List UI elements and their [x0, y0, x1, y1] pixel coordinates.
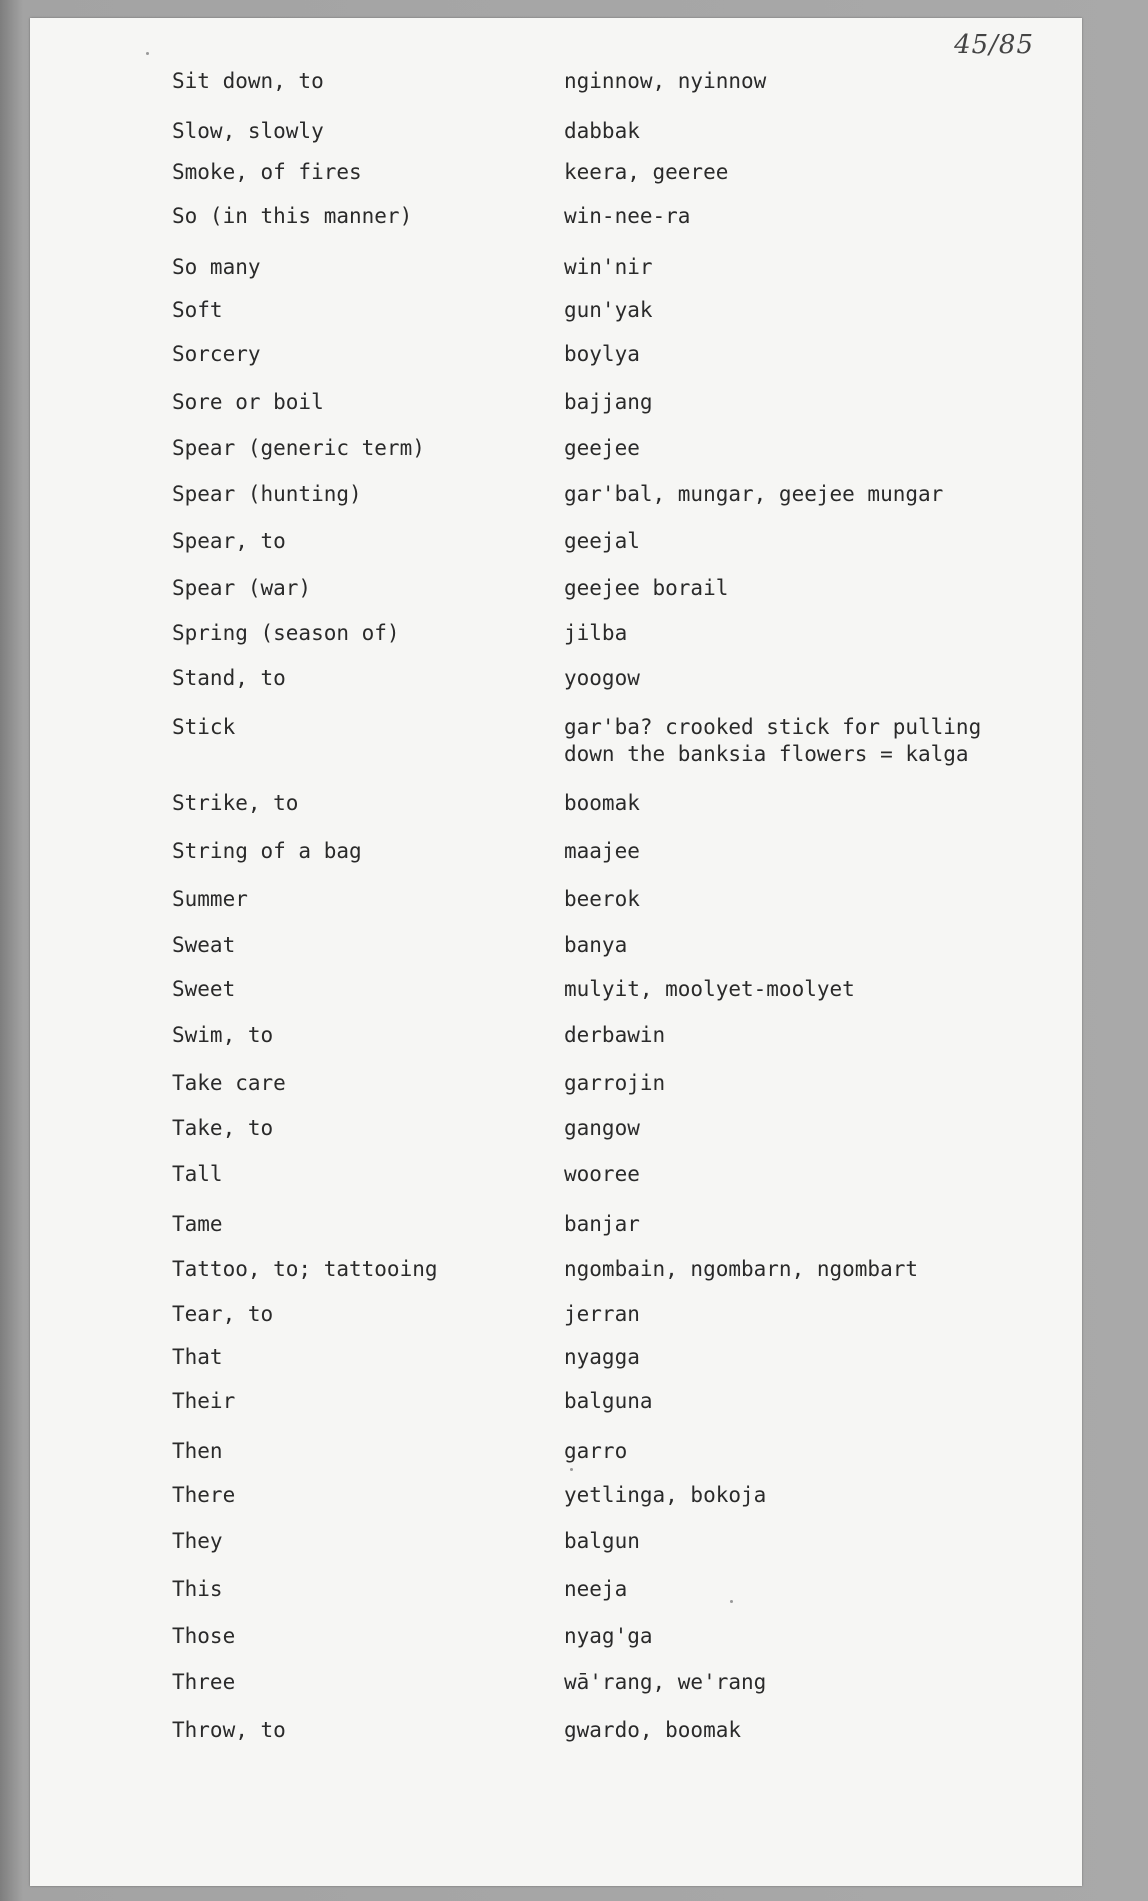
- english-term: Sore or boil: [172, 390, 324, 414]
- english-term: Spear, to: [172, 529, 286, 553]
- native-gloss: balguna: [564, 1389, 653, 1413]
- vocabulary-entry: [172, 1623, 1052, 1650]
- vocabulary-entry: [172, 932, 1052, 959]
- native-gloss: nyag'ga: [564, 1624, 653, 1648]
- vocabulary-entry: [172, 389, 1052, 416]
- english-term: They: [172, 1529, 223, 1553]
- vocabulary-entry: [172, 528, 1052, 555]
- vocabulary-entry: [172, 481, 1052, 508]
- native-gloss: jilba: [564, 621, 628, 645]
- native-gloss: yetlinga, bokoja: [564, 1483, 767, 1507]
- english-term: Sit down, to: [172, 69, 324, 93]
- english-term: So many: [172, 255, 261, 279]
- english-term: Spring (season of): [172, 621, 400, 645]
- native-gloss: gangow: [564, 1116, 640, 1140]
- english-term: Their: [172, 1389, 236, 1413]
- english-term: Tear, to: [172, 1302, 274, 1326]
- typewritten-sheet: [30, 18, 1082, 1886]
- english-term: This: [172, 1577, 223, 1601]
- native-gloss: derbawin: [564, 1023, 666, 1047]
- vocabulary-entry: [172, 1070, 1052, 1097]
- native-gloss: maajee: [564, 839, 640, 863]
- vocabulary-entry: [172, 254, 1052, 281]
- native-gloss: balgun: [564, 1529, 640, 1553]
- native-gloss: geejee: [564, 436, 640, 460]
- page-number: 45/85: [954, 30, 1034, 60]
- native-gloss: geejee borail: [564, 576, 729, 600]
- vocabulary-entry: [172, 1438, 1052, 1465]
- vocabulary-entry: [172, 1482, 1052, 1509]
- english-term: Strike, to: [172, 791, 299, 815]
- native-gloss: garrojin: [564, 1071, 666, 1095]
- native-gloss: garro: [564, 1439, 628, 1463]
- vocabulary-entry: [172, 1211, 1052, 1238]
- paper-speck: [570, 1468, 573, 1471]
- vocabulary-entry: [172, 790, 1052, 817]
- native-gloss: gar'bal, mungar, geejee mungar: [564, 482, 944, 506]
- native-gloss: wooree: [564, 1162, 640, 1186]
- native-gloss: boomak: [564, 791, 640, 815]
- vocabulary-entry: [172, 203, 1052, 230]
- vocabulary-entry: [172, 1576, 1052, 1603]
- native-gloss: mulyit, moolyet-moolyet: [564, 977, 855, 1001]
- english-term: Tame: [172, 1212, 223, 1236]
- native-gloss: bajjang: [564, 390, 653, 414]
- native-gloss: nyagga: [564, 1345, 640, 1369]
- vocabulary-entry: [172, 1344, 1052, 1371]
- english-term: Tattoo, to; tattooing: [172, 1257, 438, 1281]
- english-term: Spear (war): [172, 576, 312, 600]
- native-gloss: dabbak: [564, 119, 640, 143]
- english-term: Swim, to: [172, 1023, 274, 1047]
- vocabulary-entry: [172, 68, 1052, 95]
- english-term: Soft: [172, 298, 223, 322]
- vocabulary-entry: [172, 1301, 1052, 1328]
- vocabulary-entry: [172, 886, 1052, 913]
- vocabulary-entry: [172, 714, 1052, 768]
- vocabulary-entry: [172, 1717, 1052, 1744]
- vocabulary-entry: [172, 341, 1052, 368]
- vocabulary-entry: [172, 575, 1052, 602]
- english-term: So (in this manner): [172, 204, 413, 228]
- english-term: Take care: [172, 1071, 286, 1095]
- english-term: Sweat: [172, 933, 236, 957]
- vocabulary-entry: [172, 297, 1052, 324]
- native-gloss: banjar: [564, 1212, 640, 1236]
- native-gloss: neeja: [564, 1577, 628, 1601]
- paper-speck: [146, 52, 149, 55]
- vocabulary-entry: [172, 1161, 1052, 1188]
- vocabulary-entry: [172, 976, 1052, 1003]
- native-gloss: ngombain, ngombarn, ngombart: [564, 1257, 919, 1281]
- vocabulary-entry: [172, 1528, 1052, 1555]
- vocabulary-entry: [172, 1256, 1052, 1283]
- english-term: Smoke, of fires: [172, 160, 362, 184]
- english-term: Stick: [172, 715, 236, 739]
- native-gloss: banya: [564, 933, 628, 957]
- vocabulary-entry: [172, 435, 1052, 462]
- english-term: Then: [172, 1439, 223, 1463]
- english-term: Sweet: [172, 977, 236, 1001]
- vocabulary-entry: [172, 665, 1052, 692]
- vocabulary-entry: [172, 1388, 1052, 1415]
- native-gloss: nginnow, nyinnow: [564, 69, 767, 93]
- english-term: Summer: [172, 887, 248, 911]
- native-gloss: win-nee-ra: [564, 204, 691, 228]
- vocabulary-entry: [172, 620, 1052, 647]
- vocabulary-entry: [172, 159, 1052, 186]
- english-term: String of a bag: [172, 839, 362, 863]
- native-gloss: beerok: [564, 887, 640, 911]
- english-term: Tall: [172, 1162, 223, 1186]
- native-gloss: wā'rang, we'rang: [564, 1670, 767, 1694]
- native-gloss: keera, geeree: [564, 160, 729, 184]
- vocabulary-entry: [172, 838, 1052, 865]
- vocabulary-entry: [172, 118, 1052, 145]
- english-term: Slow, slowly: [172, 119, 324, 143]
- english-term: Spear (hunting): [172, 482, 362, 506]
- native-gloss: jerran: [564, 1302, 640, 1326]
- paper-speck: [730, 1600, 733, 1603]
- vocabulary-entry: [172, 1022, 1052, 1049]
- native-gloss: gar'ba? crooked stick for pulling down the banksia flowers = kalga: [564, 715, 982, 766]
- english-term: Throw, to: [172, 1718, 286, 1742]
- english-term: Those: [172, 1624, 236, 1648]
- english-term: Sorcery: [172, 342, 261, 366]
- native-gloss: win'nir: [564, 255, 653, 279]
- english-term: There: [172, 1483, 236, 1507]
- native-gloss: gwardo, boomak: [564, 1718, 742, 1742]
- english-term: Stand, to: [172, 666, 286, 690]
- english-term: Take, to: [172, 1116, 274, 1140]
- english-term: Three: [172, 1670, 236, 1694]
- native-gloss: gun'yak: [564, 298, 653, 322]
- native-gloss: boylya: [564, 342, 640, 366]
- vocabulary-entry: [172, 1115, 1052, 1142]
- vocabulary-entry: [172, 1669, 1052, 1696]
- english-term: That: [172, 1345, 223, 1369]
- native-gloss: geejal: [564, 529, 640, 553]
- native-gloss: yoogow: [564, 666, 640, 690]
- english-term: Spear (generic term): [172, 436, 425, 460]
